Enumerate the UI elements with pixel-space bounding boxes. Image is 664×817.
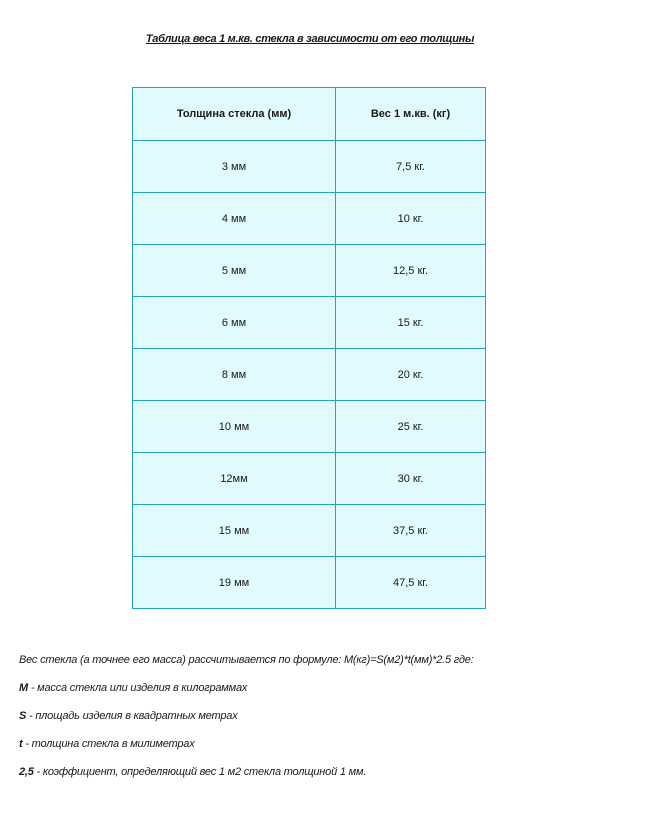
cell-thickness: 19 мм [133,557,336,609]
note-term: t [19,738,23,750]
note-text: - площадь изделия в квадратных метрах [26,710,238,722]
cell-weight: 15 кг. [336,297,486,349]
table-row [133,193,486,245]
table-header-row [133,88,486,141]
cell-weight: 47,5 кг. [336,557,486,609]
cell-thickness: 10 мм [133,401,336,453]
table-row [133,297,486,349]
note-term: M [19,682,28,694]
cell-thickness: 3 мм [133,141,336,193]
cell-thickness: 15 мм [133,505,336,557]
cell-weight: 7,5 кг. [336,141,486,193]
formula-notes [19,654,639,794]
table-row [133,141,486,193]
cell-weight: 37,5 кг. [336,505,486,557]
cell-weight: 10 кг. [336,193,486,245]
table-row [133,349,486,401]
glass-weight-table [132,87,486,609]
table-row [133,557,486,609]
note-text: - коэффициент, определяющий вес 1 м2 стекла толщиной 1 мм. [33,766,367,778]
cell-thickness: 12мм [133,453,336,505]
cell-thickness: 4 мм [133,193,336,245]
note-text: - толщина стекла в милиметрах [22,738,195,750]
table-row [133,245,486,297]
formula-text: Вес стекла (а точнее его масса) рассчитывается по формуле: М(кг)=S(м2)*t(мм)*2.5 где: [19,654,474,666]
cell-weight: 12,5 кг. [336,245,486,297]
note-thickness [19,738,639,750]
cell-weight: 20 кг. [336,349,486,401]
cell-thickness: 6 мм [133,297,336,349]
page-title: Таблица веса 1 м.кв. стекла в зависимости от его толщины [145,33,475,45]
header-weight: Вес 1 м.кв. (кг) [336,88,486,141]
table-row [133,453,486,505]
note-term: S [19,710,27,722]
table-row [133,505,486,557]
header-thickness: Толщина стекла (мм) [133,88,336,141]
cell-weight: 30 кг. [336,453,486,505]
note-term: 2,5 [19,766,34,778]
note-mass [19,682,639,694]
note-coefficient [19,766,639,778]
cell-thickness: 5 мм [133,245,336,297]
note-text: - масса стекла или изделия в килограммах [27,682,248,694]
cell-weight: 25 кг. [336,401,486,453]
table-row [133,401,486,453]
note-area [19,710,639,722]
cell-thickness: 8 мм [133,349,336,401]
